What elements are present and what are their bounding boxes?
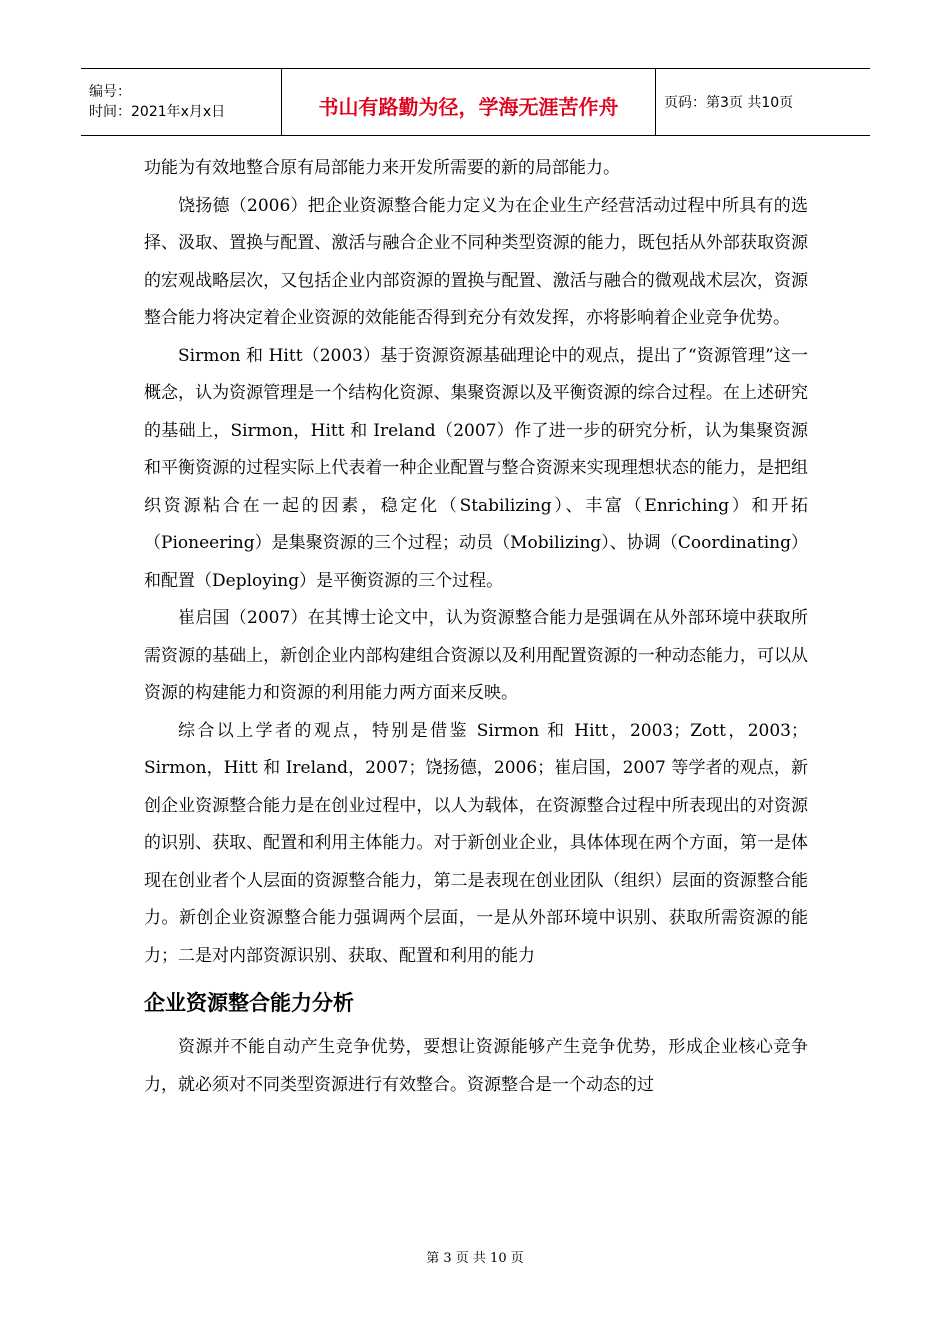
header-motto-cell	[281, 69, 656, 135]
section-heading: 企业资源整合能力分析	[144, 991, 354, 1015]
paragraph-sirmon: Sirmon 和 Hitt（2003）基于资源资源基础理论中的观点，提出了“资源管理”这一概念，认为资源管理是一个结构化资源、集聚资源以及平衡资源的综合过程。在上述研究的基础上，Sirmon，Hitt 和 Ireland（2007）作了进一步的研究分析，认为集聚资源和平衡资源的过程实际上代表着一种企业配置与整合资源来实现理想状态的能力，是把组织资源粘合在一起的因素，稳定化（Stabilizing）、丰富（Enriching）和开拓（Pioneering）是集聚资源的三个过程；动员（Mobilizing）、协调（Coordinating）和配置（Deploying）是平衡资源的三个过程。	[144, 345, 808, 591]
paragraph-analysis: 资源并不能自动产生竞争优势，要想让资源能够产生竞争优势，形成企业核心竞争力，就必须对不同类型资源进行有效整合。资源整合是一个动态的过	[144, 1037, 808, 1095]
header-page-label: 页码：第3页 共10页	[664, 95, 794, 111]
paragraph-continued: 功能为有效地整合原有局部能力来开发所需要的新的局部能力。	[144, 158, 620, 178]
page-footer: 第 3 页 共 10 页	[426, 1251, 524, 1266]
time-label: 时间：2021年x月x日	[89, 104, 226, 120]
header-page-cell	[656, 69, 870, 135]
motto-text: 书山有路勤为径，学海无涯苦作舟	[318, 94, 619, 119]
paragraph-rao: 饶扬德（2006）把企业资源整合能力定义为在企业生产经营活动过程中所具有的选择、汲取、置换与配置、激活与融合企业不同种类型资源的能力，既包括从外部获取资源的宏观战略层次，又包括企业内部资源的置换与配置、激活与融合的微观战术层次，资源整合能力将决定着企业资源的效能能否得到充分有效发挥，亦将影响着企业竞争优势。	[144, 195, 808, 328]
number-label: 编号：	[89, 84, 131, 100]
header-meta	[81, 69, 281, 135]
page-header	[81, 68, 870, 136]
paragraph-cui: 崔启国（2007）在其博士论文中，认为资源整合能力是强调在从外部环境中获取所需资源的基础上，新创企业内部构建组合资源以及利用配置资源的一种动态能力，可以从资源的构建能力和资源的利用能力两方面来反映。	[144, 608, 808, 703]
document-body	[144, 150, 808, 1104]
paragraph-summary: 综合以上学者的观点，特别是借鉴 Sirmon 和 Hitt，2003；Zott，2003；Sirmon，Hitt 和 Ireland，2007；饶扬德，2006；崔启国，2007 等学者的观点，新创企业资源整合能力是在创业过程中，以人为载体，在资源整合过程中所表现出的对资源的识别、获取、配置和利用主体能力。对于新创业企业，具体体现在两个方面，第一是体现在创业者个人层面的资源整合能力，第二是表现在创业团队（组织）层面的资源整合能力。新创企业资源整合能力强调两个层面，一是从外部环境中识别、获取所需资源的能力；二是对内部资源识别、获取、配置和利用的能力	[144, 720, 808, 966]
